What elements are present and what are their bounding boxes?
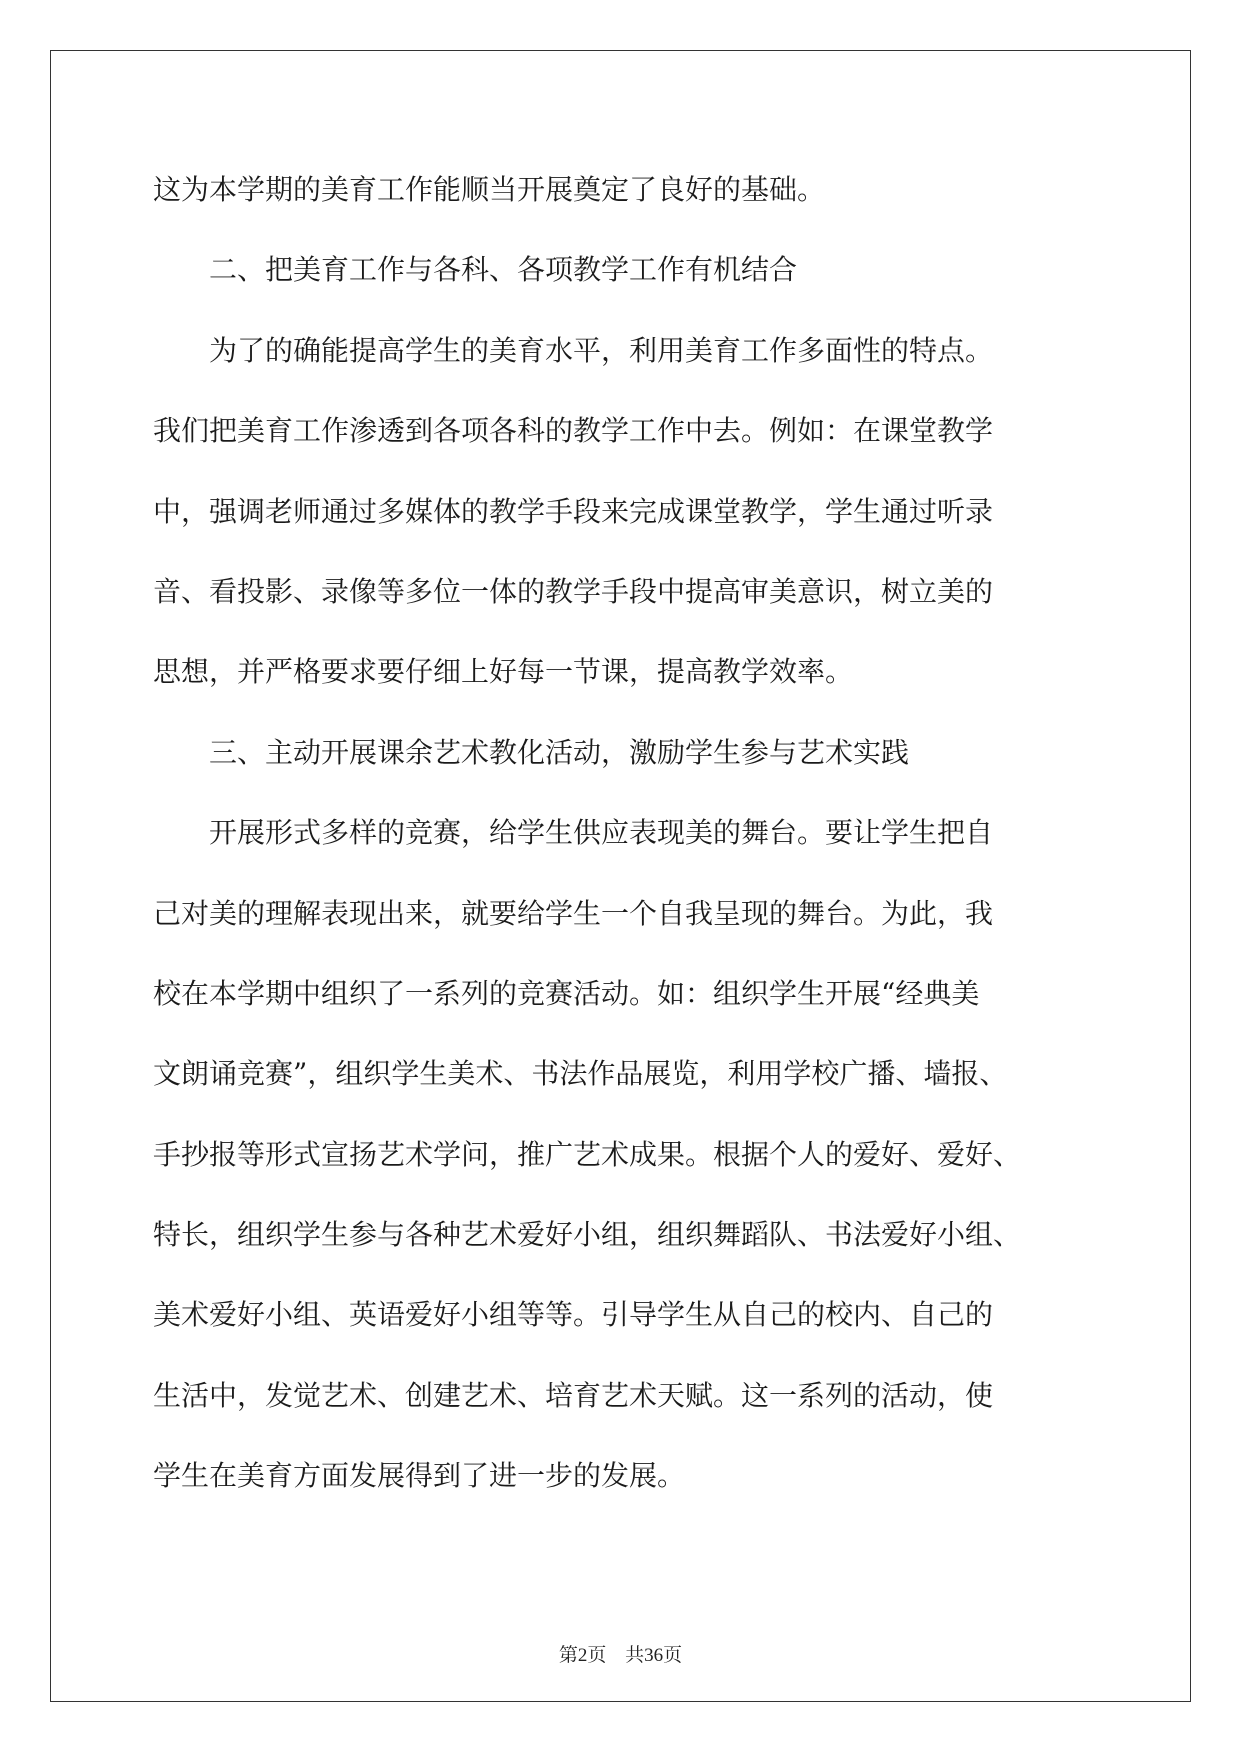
text-line: 为了的确能提高学生的美育水平，利用美育工作多面性的特点。 [153,333,994,367]
document-body [153,160,1113,1527]
text-line: 特长，组织学生参与各种艺术爱好小组，组织舞蹈队、书法爱好小组、 [153,1218,1022,1252]
text-line: 学生在美育方面发展得到了进一步的发展。 [153,1459,686,1493]
text-line: 思想，并严格要求要仔细上好每一节课，提高教学效率。 [153,655,854,689]
section-heading: 三、主动开展课余艺术教化活动，激励学生参与艺术实践 [153,735,910,769]
text-line: 中，强调老师通过多媒体的教学手段来完成课堂教学，学生通过听录 [153,494,994,528]
page-footer [0,1640,1241,1667]
text-line: 手抄报等形式宣扬艺术学问，推广艺术成果。根据个人的爱好、爱好、 [153,1137,1022,1171]
text-line: 美术爱好小组、英语爱好小组等等。引导学生从自己的校内、自己的 [153,1298,994,1332]
text-line: 音、看投影、录像等多位一体的教学手段中提高审美意识，树立美的 [153,574,994,608]
text-line: 己对美的理解表现出来，就要给学生一个自我呈现的舞台。为此，我 [153,896,994,930]
text-line: 生活中，发觉艺术、创建艺术、培育艺术天赋。这一系列的活动，使 [153,1378,994,1412]
text-line: 我们把美育工作渗透到各项各科的教学工作中去。例如：在课堂教学 [153,414,994,448]
section-heading: 二、把美育工作与各科、各项教学工作有机结合 [153,253,798,287]
text-line: 开展形式多样的竞赛，给学生供应表现美的舞台。要让学生把自 [153,816,994,850]
page-number: 第2页 [558,1645,607,1666]
text-line: 这为本学期的美育工作能顺当开展奠定了良好的基础。 [153,173,826,206]
page-total: 共36页 [625,1645,683,1666]
text-line: 校在本学期中组织了一系列的竞赛活动。如：组织学生开展“经典美 [153,976,980,1010]
text-line: 文朗诵竞赛”，组织学生美术、书法作品展览，利用学校广播、墙报、 [153,1057,1008,1091]
